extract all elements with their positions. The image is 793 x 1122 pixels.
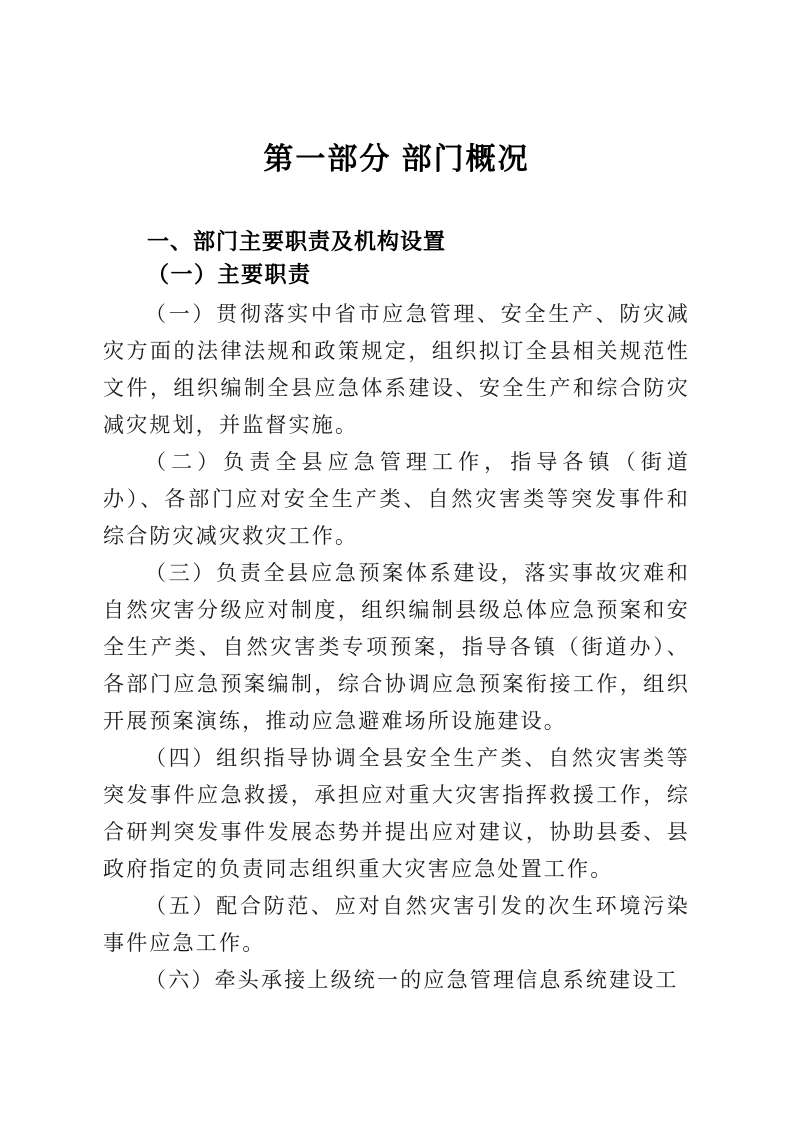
paragraph-5: （五）配合防范、应对自然灾害引发的次生环境污染事件应急工作。 [103,894,690,955]
section-heading: 一、部门主要职责及机构设置 [147,229,447,254]
page-title: 第一部分 部门概况 [263,143,530,176]
paragraph-2: （二）负责全县应急管理工作，指导各镇（街道办）、各部门应对安全生产类、自然灾害类等突发事件和综合防灾减灾救灾工作。 [103,450,690,548]
subsection-heading: （一）主要职责 [147,262,312,287]
body-text [103,296,690,999]
paragraph-3: （三）负责全县应急预案体系建设，落实事故灾难和自然灾害分级应对制度，组织编制县级总体应急预案和安全生产类、自然灾害类专项预案，指导各镇（街道办）、各部门应急预案编制，综合协调应急预案衔接工作，组织开展预案演练，推动应急避难场所设施建设。 [103,561,690,733]
paragraph-6: （六）牵头承接上级统一的应急管理信息系统建设工 [145,968,679,992]
paragraph-4: （四）组织指导协调全县安全生产类、自然灾害类等突发事件应急救援，承担应对重大灾害指挥救援工作，综合研判突发事件发展态势并提出应对建议，协助县委、县政府指定的负责同志组织重大灾害应急处置工作。 [103,746,690,881]
paragraph-1: （一）贯彻落实中省市应急管理、安全生产、防灾减灾方面的法律法规和政策规定，组织拟订全县相关规范性文件，组织编制全县应急体系建设、安全生产和综合防灾减灾规划，并监督实施。 [103,302,690,437]
